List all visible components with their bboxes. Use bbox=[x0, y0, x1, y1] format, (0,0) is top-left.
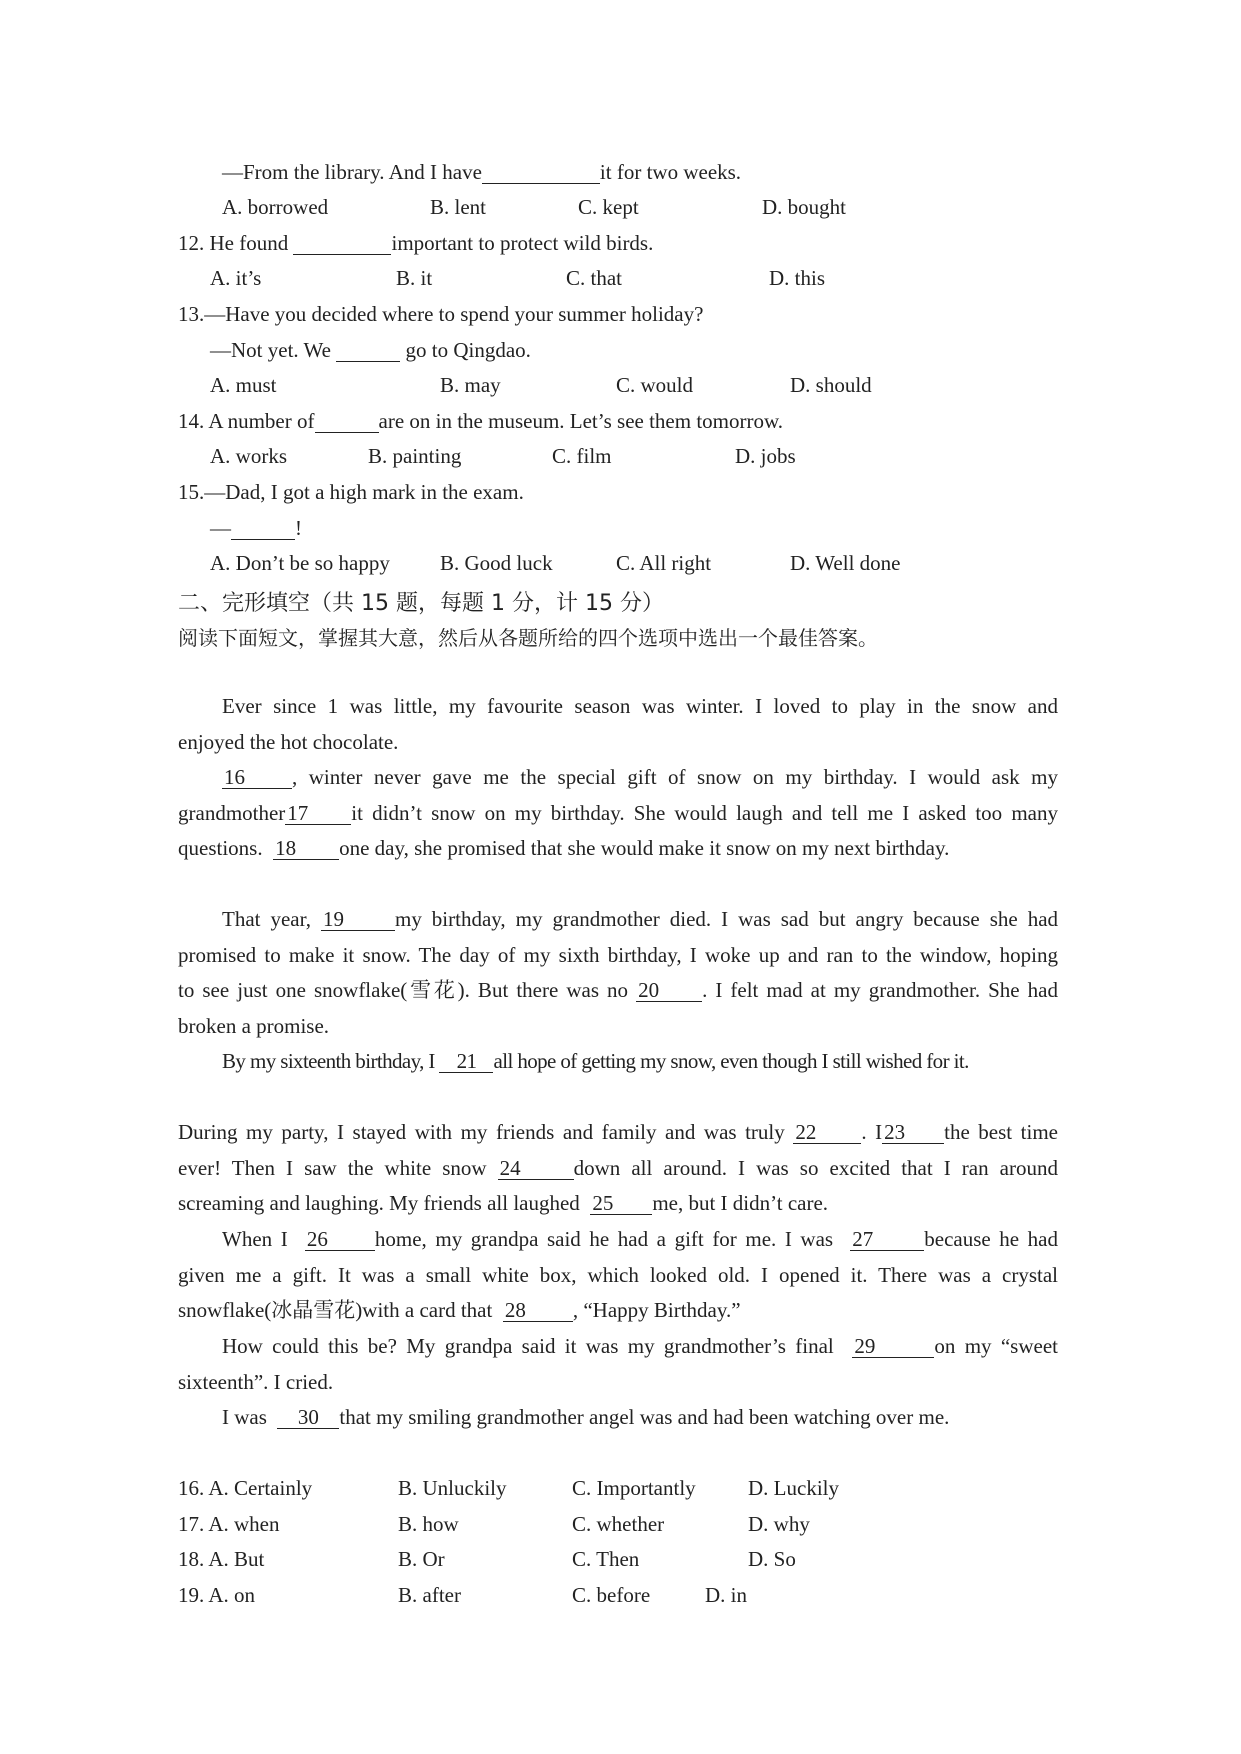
q14-option-b: B. painting bbox=[368, 444, 462, 468]
passage-text: my birthday, my grandmother died. I was sad but angry because she had bbox=[395, 907, 1059, 931]
passage-text: . I bbox=[861, 1120, 883, 1144]
q12-stem bbox=[178, 233, 653, 255]
choice-number: 18. bbox=[178, 1547, 205, 1571]
q11-answer-line bbox=[222, 162, 741, 184]
choice-19-d: D. in bbox=[705, 1583, 747, 1607]
passage-paragraph-3 bbox=[178, 909, 1058, 1051]
passage-line bbox=[178, 729, 1058, 768]
passage-line bbox=[178, 1262, 1058, 1301]
q14-option-c: C. film bbox=[552, 444, 612, 468]
passage-text: sixteenth”. I cried. bbox=[178, 1369, 334, 1394]
q15-reply-a: — bbox=[210, 516, 231, 540]
q13-blank bbox=[336, 340, 400, 362]
choice-18-c: C. Then bbox=[572, 1547, 640, 1571]
q13-text: —Have you decided where to spend your summer holiday? bbox=[204, 302, 704, 326]
passage-text: By my sixteenth birthday, I bbox=[222, 1049, 435, 1073]
choice-number: 17. bbox=[178, 1512, 205, 1536]
passage-text: to see just one snowflake(雪花). But there was no bbox=[178, 978, 629, 1003]
passage-line bbox=[178, 1300, 1058, 1336]
choice-17-d: D. why bbox=[748, 1512, 810, 1536]
passage-text: broken a promise. bbox=[178, 1013, 330, 1038]
section-instruction: 阅读下面短文，掌握其大意，然后从各题所给的四个选项中选出一个最佳答案。 bbox=[178, 626, 878, 650]
choice-17-c: C. whether bbox=[572, 1512, 665, 1536]
passage-line bbox=[178, 1336, 1058, 1372]
q13-stem bbox=[178, 304, 703, 325]
blank-30: 30 bbox=[277, 1407, 339, 1429]
choice-16-c: C. Importantly bbox=[572, 1476, 696, 1500]
blank-16: 16 bbox=[222, 767, 292, 789]
blank-25: 25 bbox=[590, 1193, 652, 1215]
passage-text: that my smiling grandmother angel was and had been watching over me. bbox=[339, 1405, 950, 1429]
passage-text: . I felt mad at my grandmother. She had bbox=[702, 978, 1058, 1003]
choice-16-d: D. Luckily bbox=[748, 1476, 839, 1500]
q13-option-a: A. must bbox=[210, 373, 277, 397]
passage-text: During my party, I stayed with my friends and family and was truly bbox=[178, 1120, 785, 1144]
q15-reply bbox=[210, 518, 302, 540]
passage-text: it didn’t snow on my birthday. She would laugh and tell me I asked too many bbox=[351, 800, 1058, 825]
q15-blank bbox=[231, 518, 295, 540]
choice-18-d: D. So bbox=[748, 1547, 796, 1571]
q13-reply-b: go to Qingdao. bbox=[405, 338, 531, 362]
choice-option: A. Certainly bbox=[208, 1476, 313, 1500]
q15-option-d: D. Well done bbox=[790, 551, 901, 575]
passage-text: ever! Then I saw the white snow bbox=[178, 1155, 487, 1180]
passage-text: down all around. I was so excited that I ran around bbox=[573, 1155, 1058, 1180]
choice-19-a bbox=[178, 1585, 255, 1606]
passage-paragraph-5 bbox=[178, 1122, 1058, 1229]
q15-option-b: B. Good luck bbox=[440, 551, 553, 575]
blank-22: 22 bbox=[793, 1122, 861, 1144]
q12-option-c: C. that bbox=[566, 266, 622, 290]
choice-number: 16. bbox=[178, 1476, 205, 1500]
q15-text: —Dad, I got a high mark in the exam. bbox=[204, 480, 524, 504]
passage-text: snowflake(冰晶雪花)with a card that bbox=[178, 1298, 493, 1323]
q13-number: 13. bbox=[178, 302, 205, 326]
q13-reply bbox=[210, 340, 531, 362]
q15-number: 15. bbox=[178, 480, 205, 504]
passage-paragraph-4 bbox=[222, 1051, 969, 1073]
passage-text: questions. bbox=[178, 836, 263, 861]
choice-17-a bbox=[178, 1514, 280, 1535]
passage-text: because he had bbox=[924, 1227, 1058, 1251]
blank-26: 26 bbox=[305, 1229, 375, 1251]
blank-24: 24 bbox=[498, 1158, 574, 1180]
q12-text-b: important to protect wild birds. bbox=[391, 231, 654, 255]
q12-option-b: B. it bbox=[396, 266, 433, 290]
passage-line bbox=[178, 1013, 1058, 1052]
q11-option-a: A. borrowed bbox=[222, 195, 329, 219]
choice-16-a bbox=[178, 1478, 312, 1499]
blank-18: 18 bbox=[273, 838, 339, 860]
blank-20: 20 bbox=[636, 980, 702, 1002]
passage-text: given me a gift. It was a small white box, which looked old. I opened it. There was a crystal bbox=[178, 1262, 1058, 1287]
q12-number: 12. bbox=[178, 231, 205, 255]
q14-blank bbox=[315, 411, 379, 433]
q15-stem bbox=[178, 482, 524, 503]
passage-paragraph-8 bbox=[222, 1407, 949, 1429]
passage-line bbox=[178, 767, 1058, 803]
choice-16-b: B. Unluckily bbox=[398, 1476, 507, 1500]
choice-option: A. But bbox=[208, 1547, 265, 1571]
passage-line bbox=[178, 909, 1058, 945]
q12-option-a: A. it’s bbox=[210, 266, 262, 290]
choice-19-c: C. before bbox=[572, 1583, 651, 1607]
passage-text: promised to make it snow. The day of my sixth birthday, I woke up and ran to the window, hoping bbox=[178, 942, 1058, 967]
q13-option-d: D. should bbox=[790, 373, 872, 397]
passage-text: home, my grandpa said he had a gift for me. I was bbox=[374, 1227, 834, 1251]
q15-reply-b: ! bbox=[295, 516, 302, 540]
passage-line bbox=[178, 696, 1058, 732]
q11-blank bbox=[482, 162, 600, 184]
choice-17-b: B. how bbox=[398, 1512, 459, 1536]
passage-text: When I bbox=[222, 1227, 288, 1251]
q14-text-a: A number of bbox=[208, 409, 315, 433]
passage-line bbox=[178, 838, 1058, 874]
passage-line bbox=[178, 1369, 1058, 1408]
blank-29: 29 bbox=[852, 1336, 934, 1358]
q13-option-b: B. may bbox=[440, 373, 501, 397]
q14-number: 14. bbox=[178, 409, 205, 433]
q11-answer-text-b: it for two weeks. bbox=[599, 160, 742, 184]
blank-27: 27 bbox=[850, 1229, 924, 1251]
q11-option-d: D. bought bbox=[762, 195, 846, 219]
passage-text: screaming and laughing. My friends all laughed bbox=[178, 1191, 580, 1216]
passage-text: I was bbox=[222, 1405, 267, 1429]
passage-text: How could this be? My grandpa said it was my grandmother’s final bbox=[222, 1334, 834, 1358]
blank-23: 23 bbox=[882, 1122, 944, 1144]
q15-option-a: A. Don’t be so happy bbox=[210, 551, 390, 575]
passage-text: on my “sweet bbox=[934, 1334, 1058, 1358]
passage-text: grandmother bbox=[178, 800, 286, 825]
passage-text: all hope of getting my snow, even though I still wished for it. bbox=[493, 1049, 969, 1073]
passage-paragraph-6 bbox=[178, 1229, 1058, 1336]
choice-19-b: B. after bbox=[398, 1583, 461, 1607]
q12-text-a: He found bbox=[209, 231, 289, 255]
blank-21: 21 bbox=[439, 1051, 493, 1073]
q14-option-d: D. jobs bbox=[735, 444, 796, 468]
passage-text: , “Happy Birthday.” bbox=[572, 1298, 741, 1323]
q15-option-c: C. All right bbox=[616, 551, 712, 575]
blank-17: 17 bbox=[285, 803, 351, 825]
q14-text-b: are on in the museum. Let’s see them tomorrow. bbox=[378, 409, 784, 433]
q12-option-d: D. this bbox=[769, 266, 826, 290]
q13-option-c: C. would bbox=[616, 373, 694, 397]
choice-number: 19. bbox=[178, 1583, 205, 1607]
q11-answer-text-a: —From the library. And I have bbox=[222, 160, 482, 184]
q14-stem bbox=[178, 411, 783, 433]
blank-19: 19 bbox=[321, 909, 395, 931]
passage-text: one day, she promised that she would make it snow on my next birthday. bbox=[339, 836, 950, 861]
passage-text: , winter never gave me the special gift of snow on my birthday. I would ask my bbox=[292, 765, 1058, 789]
passage-paragraph-7 bbox=[178, 1336, 1058, 1407]
passage-text: Ever since 1 was little, my favourite season was winter. I loved to play in the snow and bbox=[222, 694, 1058, 718]
passage-text: the best time bbox=[944, 1120, 1058, 1144]
q14-option-a: A. works bbox=[210, 444, 287, 468]
passage-line bbox=[178, 980, 1058, 1016]
q11-option-b: B. lent bbox=[430, 195, 486, 219]
q12-blank bbox=[293, 233, 391, 255]
passage-line bbox=[178, 1122, 1058, 1158]
q11-option-c: C. kept bbox=[578, 195, 639, 219]
choice-option: A. when bbox=[208, 1512, 280, 1536]
choice-18-a bbox=[178, 1549, 264, 1570]
passage-paragraph-2 bbox=[178, 767, 1058, 874]
passage-line bbox=[178, 942, 1058, 981]
choice-option: A. on bbox=[208, 1583, 256, 1607]
passage-text: enjoyed the hot chocolate. bbox=[178, 729, 399, 754]
blank-28: 28 bbox=[503, 1300, 573, 1322]
section-heading: 二、完形填空（共 15 题，每题 1 分，计 15 分） bbox=[178, 591, 664, 616]
passage-line bbox=[178, 800, 1058, 839]
passage-line bbox=[178, 1229, 1058, 1265]
passage-paragraph-1 bbox=[178, 696, 1058, 767]
q13-reply-a: —Not yet. We bbox=[210, 338, 331, 362]
passage-line bbox=[178, 1193, 1058, 1229]
passage-text: That year, bbox=[222, 907, 312, 931]
choice-18-b: B. Or bbox=[398, 1547, 445, 1571]
passage-line bbox=[178, 1155, 1058, 1194]
passage-text: me, but I didn’t care. bbox=[652, 1191, 829, 1216]
